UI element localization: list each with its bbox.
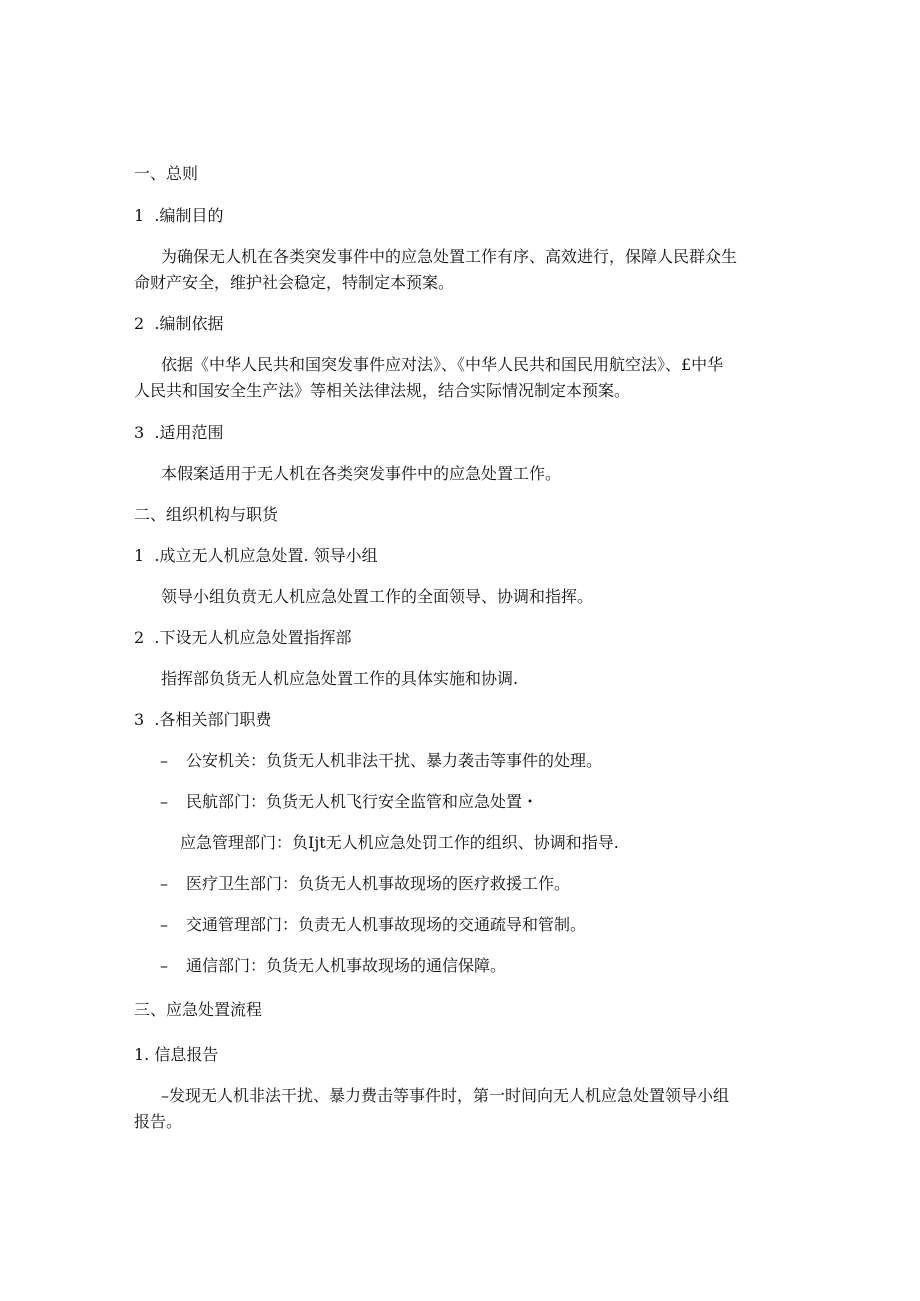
section-3-1-paragraph-line-1: –发现无人机非法干扰、暴力费击等事件时，第一时间向无人机应急处置领导小组 (161, 1086, 730, 1105)
section-3-1-paragraph-line-2: 报告。 (134, 1112, 183, 1131)
section-2-heading: 二、组织机构与职货 (134, 505, 279, 524)
list-item (160, 751, 602, 771)
section-3-heading: 三、应急处置流程 (134, 1000, 263, 1019)
list-item (160, 956, 506, 976)
list-item-text: 医疗卫生部门：负货无人机事故现场的医疗救援工作。 (186, 874, 571, 893)
list-dash: – (160, 792, 168, 811)
section-1-2-heading: 2 .编制依据 (134, 314, 224, 333)
section-2-3-heading: 3 .各相关部门职费 (134, 710, 272, 729)
list-dash: – (160, 751, 168, 770)
section-3-1-heading: 1. 信息报告 (134, 1045, 219, 1064)
section-1-1-heading: 1 .编制目的 (134, 206, 224, 225)
list-item (160, 792, 538, 812)
section-1-1-paragraph-line-2: 命财产安全，维护社会稳定，特制定本预案。 (134, 273, 455, 292)
section-1-2-paragraph-line-2: 人民共和国安全生产法》等相关法律法规，结合实际情况制定本预案。 (134, 381, 631, 400)
section-1-heading: 一、总则 (134, 164, 199, 183)
section-1-3-heading: 3 .适用范围 (134, 423, 224, 442)
section-1-3-paragraph: 本假案适用于无人机在各类突发事件中的应急处置工作。 (161, 464, 562, 483)
section-1-1-paragraph-line-1: 为确保无人机在各类突发事件中的应急处置工作有序、高效进行，保障人民群众生 (161, 247, 738, 266)
list-dash: – (160, 915, 168, 934)
section-1-2-paragraph-line-1: 依据《中华人民共和国突发事件应对法》、《中华人民共和国民用航空法》、£中华 (161, 355, 724, 374)
list-dash: – (160, 874, 168, 893)
list-item-text: 通信部门：负货无人机事故现场的通信保障。 (186, 956, 507, 975)
section-2-2-paragraph: 指挥部负货无人机应急处置工作的具体实施和协调. (161, 669, 519, 688)
list-item (180, 833, 619, 853)
section-2-1-heading: 1 .成立无人机应急处置. 领导小组 (134, 546, 378, 565)
list-item (160, 874, 570, 894)
list-item (160, 915, 586, 935)
list-item-text: 民航部门：负货无人机飞行安全监管和应急处置・ (186, 792, 539, 811)
list-dash: – (160, 956, 168, 975)
section-2-2-heading: 2 .下设无人机应急处置指挥部 (134, 628, 352, 647)
section-2-1-paragraph: 领导小组负贲无人机应急处置工作的全面领导、协调和指挥。 (161, 587, 594, 606)
list-item-text: 应急管理部门：负Ijt无人机应急处罚工作的组织、协调和指导. (180, 833, 619, 852)
list-item-text: 公安机关：负货无人机非法干扰、暴力袭击等事件的处理。 (186, 751, 603, 770)
list-item-text: 交通管理部门：负责无人机事故现场的交通疏导和管制。 (186, 915, 587, 934)
